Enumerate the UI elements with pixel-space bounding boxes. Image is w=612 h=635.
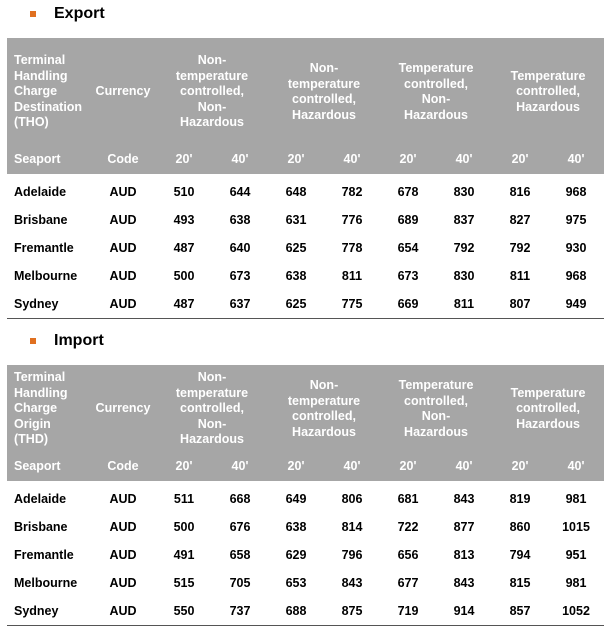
header-line: (THO)	[14, 115, 49, 130]
rate-cell: 500	[173, 269, 195, 283]
currency-code-cell: AUD	[109, 185, 137, 199]
table-row	[7, 262, 604, 290]
rate-cell: 792	[453, 241, 475, 255]
header-line: Non-	[421, 409, 451, 423]
rate-cell: 815	[509, 576, 531, 590]
header-line: (THD)	[14, 432, 49, 447]
rate-cell: 511	[173, 492, 195, 506]
rate-cell: 637	[212, 290, 268, 319]
rate-cell: 669	[380, 290, 436, 319]
header-line: Temperature	[398, 378, 474, 392]
rate-cell: 811	[509, 269, 531, 283]
seaport-cell: Adelaide	[14, 185, 67, 199]
rate-cell: 676	[229, 520, 251, 534]
rate-cell: 625	[268, 290, 324, 319]
group-header	[156, 38, 268, 146]
rate-cell: 705	[229, 576, 251, 590]
bullet-icon	[30, 338, 36, 344]
rate-cell: 688	[268, 597, 324, 626]
rate-cell: 1052	[548, 597, 604, 626]
rate-cell: 677	[397, 576, 419, 590]
seaport-cell: Melbourne	[14, 576, 78, 590]
currency-code-cell: AUD	[109, 520, 137, 534]
rate-cell: 782	[341, 185, 363, 199]
size-header: 20'	[156, 146, 212, 174]
rate-cell: 827	[509, 213, 531, 227]
header-line: Hazardous	[516, 416, 580, 431]
seaport-cell: Adelaide	[14, 492, 67, 506]
rate-cell: 656	[397, 548, 419, 562]
size-header: 20'	[492, 453, 548, 481]
rate-cell: 857	[492, 597, 548, 626]
size-header: 40'	[548, 146, 604, 174]
rate-cell: 658	[229, 548, 251, 562]
table-row	[7, 513, 604, 541]
rate-cell: 968	[565, 269, 587, 283]
import-rate-table	[7, 365, 604, 626]
rate-cell: 778	[341, 241, 363, 255]
header-line: Hazardous	[292, 424, 356, 439]
rate-cell: 877	[453, 520, 475, 534]
rate-cell: 493	[173, 213, 195, 227]
currency-header: Currency	[90, 365, 156, 453]
size-header: 20'	[380, 146, 436, 174]
group-header	[268, 365, 380, 453]
rate-cell: 681	[397, 492, 419, 506]
header-line: Hazardous	[516, 99, 580, 114]
rate-cell: 796	[341, 548, 363, 562]
rate-cell: 814	[341, 520, 363, 534]
rate-cell: 914	[436, 597, 492, 626]
rate-cell: 949	[548, 290, 604, 319]
rate-cell: 722	[397, 520, 419, 534]
rate-cell: 487	[156, 290, 212, 319]
rate-cell: 819	[509, 492, 531, 506]
rate-cell: 776	[341, 213, 363, 227]
seaport-cell: Fremantle	[14, 241, 74, 255]
header-line: Temperature	[510, 385, 586, 400]
header-line: Non-	[197, 370, 227, 385]
table-row	[7, 290, 604, 319]
rate-cell: 843	[453, 492, 475, 506]
size-header: 40'	[212, 146, 268, 174]
currency-header: Currency	[90, 38, 156, 146]
header-line: Temperature	[398, 61, 474, 75]
header-line: Handling	[14, 385, 68, 400]
import-section-title	[30, 331, 104, 351]
rate-cell: 775	[324, 290, 380, 319]
seaport-cell: Brisbane	[14, 520, 68, 534]
header-line: temperature	[175, 385, 249, 400]
rate-cell: 678	[397, 185, 419, 199]
seaport-cell: Fremantle	[14, 548, 74, 562]
rate-cell: 843	[453, 576, 475, 590]
header-line: controlled,	[404, 393, 468, 408]
header-line: temperature	[287, 76, 361, 91]
rate-cell: 649	[285, 492, 307, 506]
size-header: 20'	[492, 146, 548, 174]
rate-cell: 625	[285, 241, 307, 255]
rate-cell: 811	[341, 269, 363, 283]
currency-code-cell: AUD	[90, 290, 156, 319]
header-line: temperature	[175, 68, 249, 83]
rate-cell: 860	[509, 520, 531, 534]
header-line: Non-	[197, 53, 227, 68]
size-header: 40'	[548, 453, 604, 481]
header-line: Hazardous	[404, 107, 468, 122]
header-line: controlled,	[404, 76, 468, 91]
currency-code-cell: AUD	[109, 241, 137, 255]
header-line: controlled,	[516, 401, 580, 416]
header-line: Hazardous	[180, 115, 244, 130]
seaport-cell: Melbourne	[14, 269, 78, 283]
group-header	[380, 38, 492, 146]
rate-cell: 806	[341, 492, 363, 506]
rate-cell: 811	[436, 290, 492, 319]
rate-cell: 629	[285, 548, 307, 562]
rate-cell: 975	[565, 213, 587, 227]
size-header: 20'	[268, 453, 324, 481]
header-line: Hazardous	[292, 107, 356, 122]
header-line: controlled,	[180, 84, 244, 99]
currency-code-cell: AUD	[109, 576, 137, 590]
rate-cell: 737	[212, 597, 268, 626]
import-title-text: Import	[54, 332, 104, 349]
rate-cell: 837	[453, 213, 475, 227]
rate-cell: 843	[341, 576, 363, 590]
rate-cell: 673	[229, 269, 251, 283]
rate-cell: 689	[397, 213, 419, 227]
header-line: controlled,	[180, 401, 244, 416]
rate-cell: 719	[380, 597, 436, 626]
size-header: 40'	[436, 146, 492, 174]
header-line: controlled,	[292, 92, 356, 106]
header-line: Hazardous	[404, 424, 468, 439]
rate-cell: 487	[173, 241, 195, 255]
table-row	[7, 481, 604, 513]
rate-cell: 491	[173, 548, 195, 562]
size-header: 20'	[380, 453, 436, 481]
group-header	[156, 365, 268, 453]
header-line: Hazardous	[180, 432, 244, 447]
currency-code-cell: AUD	[109, 492, 137, 506]
currency-code-cell: AUD	[109, 269, 137, 283]
header-line: Terminal	[14, 370, 66, 385]
rate-cell: 807	[492, 290, 548, 319]
export-rate-table	[7, 38, 604, 319]
header-line: Non-	[197, 416, 227, 431]
rate-cell: 653	[285, 576, 307, 590]
header-line: Non-	[197, 99, 227, 114]
size-header: 40'	[324, 146, 380, 174]
rate-cell: 830	[453, 185, 475, 199]
header-line: Destination	[14, 99, 83, 114]
rate-cell: 951	[565, 548, 587, 562]
size-header: 40'	[212, 453, 268, 481]
rate-cell: 981	[565, 492, 587, 506]
rate-cell: 500	[173, 520, 195, 534]
rate-cell: 794	[509, 548, 531, 562]
rate-cell: 640	[229, 241, 251, 255]
header-line: Terminal	[14, 53, 66, 68]
rate-cell: 515	[173, 576, 195, 590]
table-row	[7, 206, 604, 234]
seaport-cell: Brisbane	[14, 213, 68, 227]
rate-cell: 638	[285, 269, 307, 283]
table-row	[7, 174, 604, 206]
table-row	[7, 597, 604, 626]
rate-cell: 644	[229, 185, 251, 199]
code-header: Code	[90, 453, 156, 481]
export-title-text: Export	[54, 5, 105, 22]
export-section-title	[30, 4, 105, 24]
rate-cell: 981	[565, 576, 587, 590]
currency-code-cell: AUD	[90, 597, 156, 626]
rate-cell: 510	[173, 185, 195, 199]
rate-cell: 875	[324, 597, 380, 626]
rate-cell: 648	[285, 185, 307, 199]
rate-cell: 813	[453, 548, 475, 562]
group-header	[268, 38, 380, 146]
rate-cell: 968	[565, 185, 587, 199]
header-line: controlled,	[292, 409, 356, 423]
header-line: Handling	[14, 68, 68, 83]
rate-cell: 631	[285, 213, 307, 227]
rate-cell: 550	[156, 597, 212, 626]
rate-cell: 673	[397, 269, 419, 283]
port-header	[7, 365, 90, 453]
header-line: controlled,	[516, 84, 580, 99]
code-header: Code	[90, 146, 156, 174]
rate-cell: 668	[229, 492, 251, 506]
header-line: temperature	[287, 393, 361, 408]
rate-cell: 792	[509, 241, 531, 255]
rate-cell: 830	[453, 269, 475, 283]
header-line: Non-	[309, 378, 339, 392]
group-header	[492, 365, 604, 453]
header-line: Origin	[14, 416, 51, 431]
table-row	[7, 234, 604, 262]
rate-cell: 654	[397, 241, 419, 255]
seaport-header: Seaport	[7, 453, 90, 481]
rate-cell: 816	[509, 185, 531, 199]
seaport-cell: Sydney	[7, 597, 90, 626]
header-line: Charge	[14, 84, 58, 99]
header-line: Non-	[421, 92, 451, 106]
port-header	[7, 38, 90, 146]
size-header: 20'	[268, 146, 324, 174]
size-header: 40'	[324, 453, 380, 481]
rate-cell: 638	[285, 520, 307, 534]
size-header: 40'	[436, 453, 492, 481]
rate-cell: 1015	[562, 520, 590, 534]
seaport-cell: Sydney	[7, 290, 90, 319]
rate-cell: 930	[565, 241, 587, 255]
currency-code-cell: AUD	[109, 548, 137, 562]
currency-code-cell: AUD	[109, 213, 137, 227]
bullet-icon	[30, 11, 36, 17]
group-header	[492, 38, 604, 146]
size-header: 20'	[156, 453, 212, 481]
rate-cell: 638	[229, 213, 251, 227]
group-header	[380, 365, 492, 453]
header-line: Temperature	[510, 68, 586, 83]
header-line: Charge	[14, 401, 58, 416]
seaport-header: Seaport	[7, 146, 90, 174]
table-row	[7, 569, 604, 597]
header-line: Non-	[309, 61, 339, 75]
table-row	[7, 541, 604, 569]
